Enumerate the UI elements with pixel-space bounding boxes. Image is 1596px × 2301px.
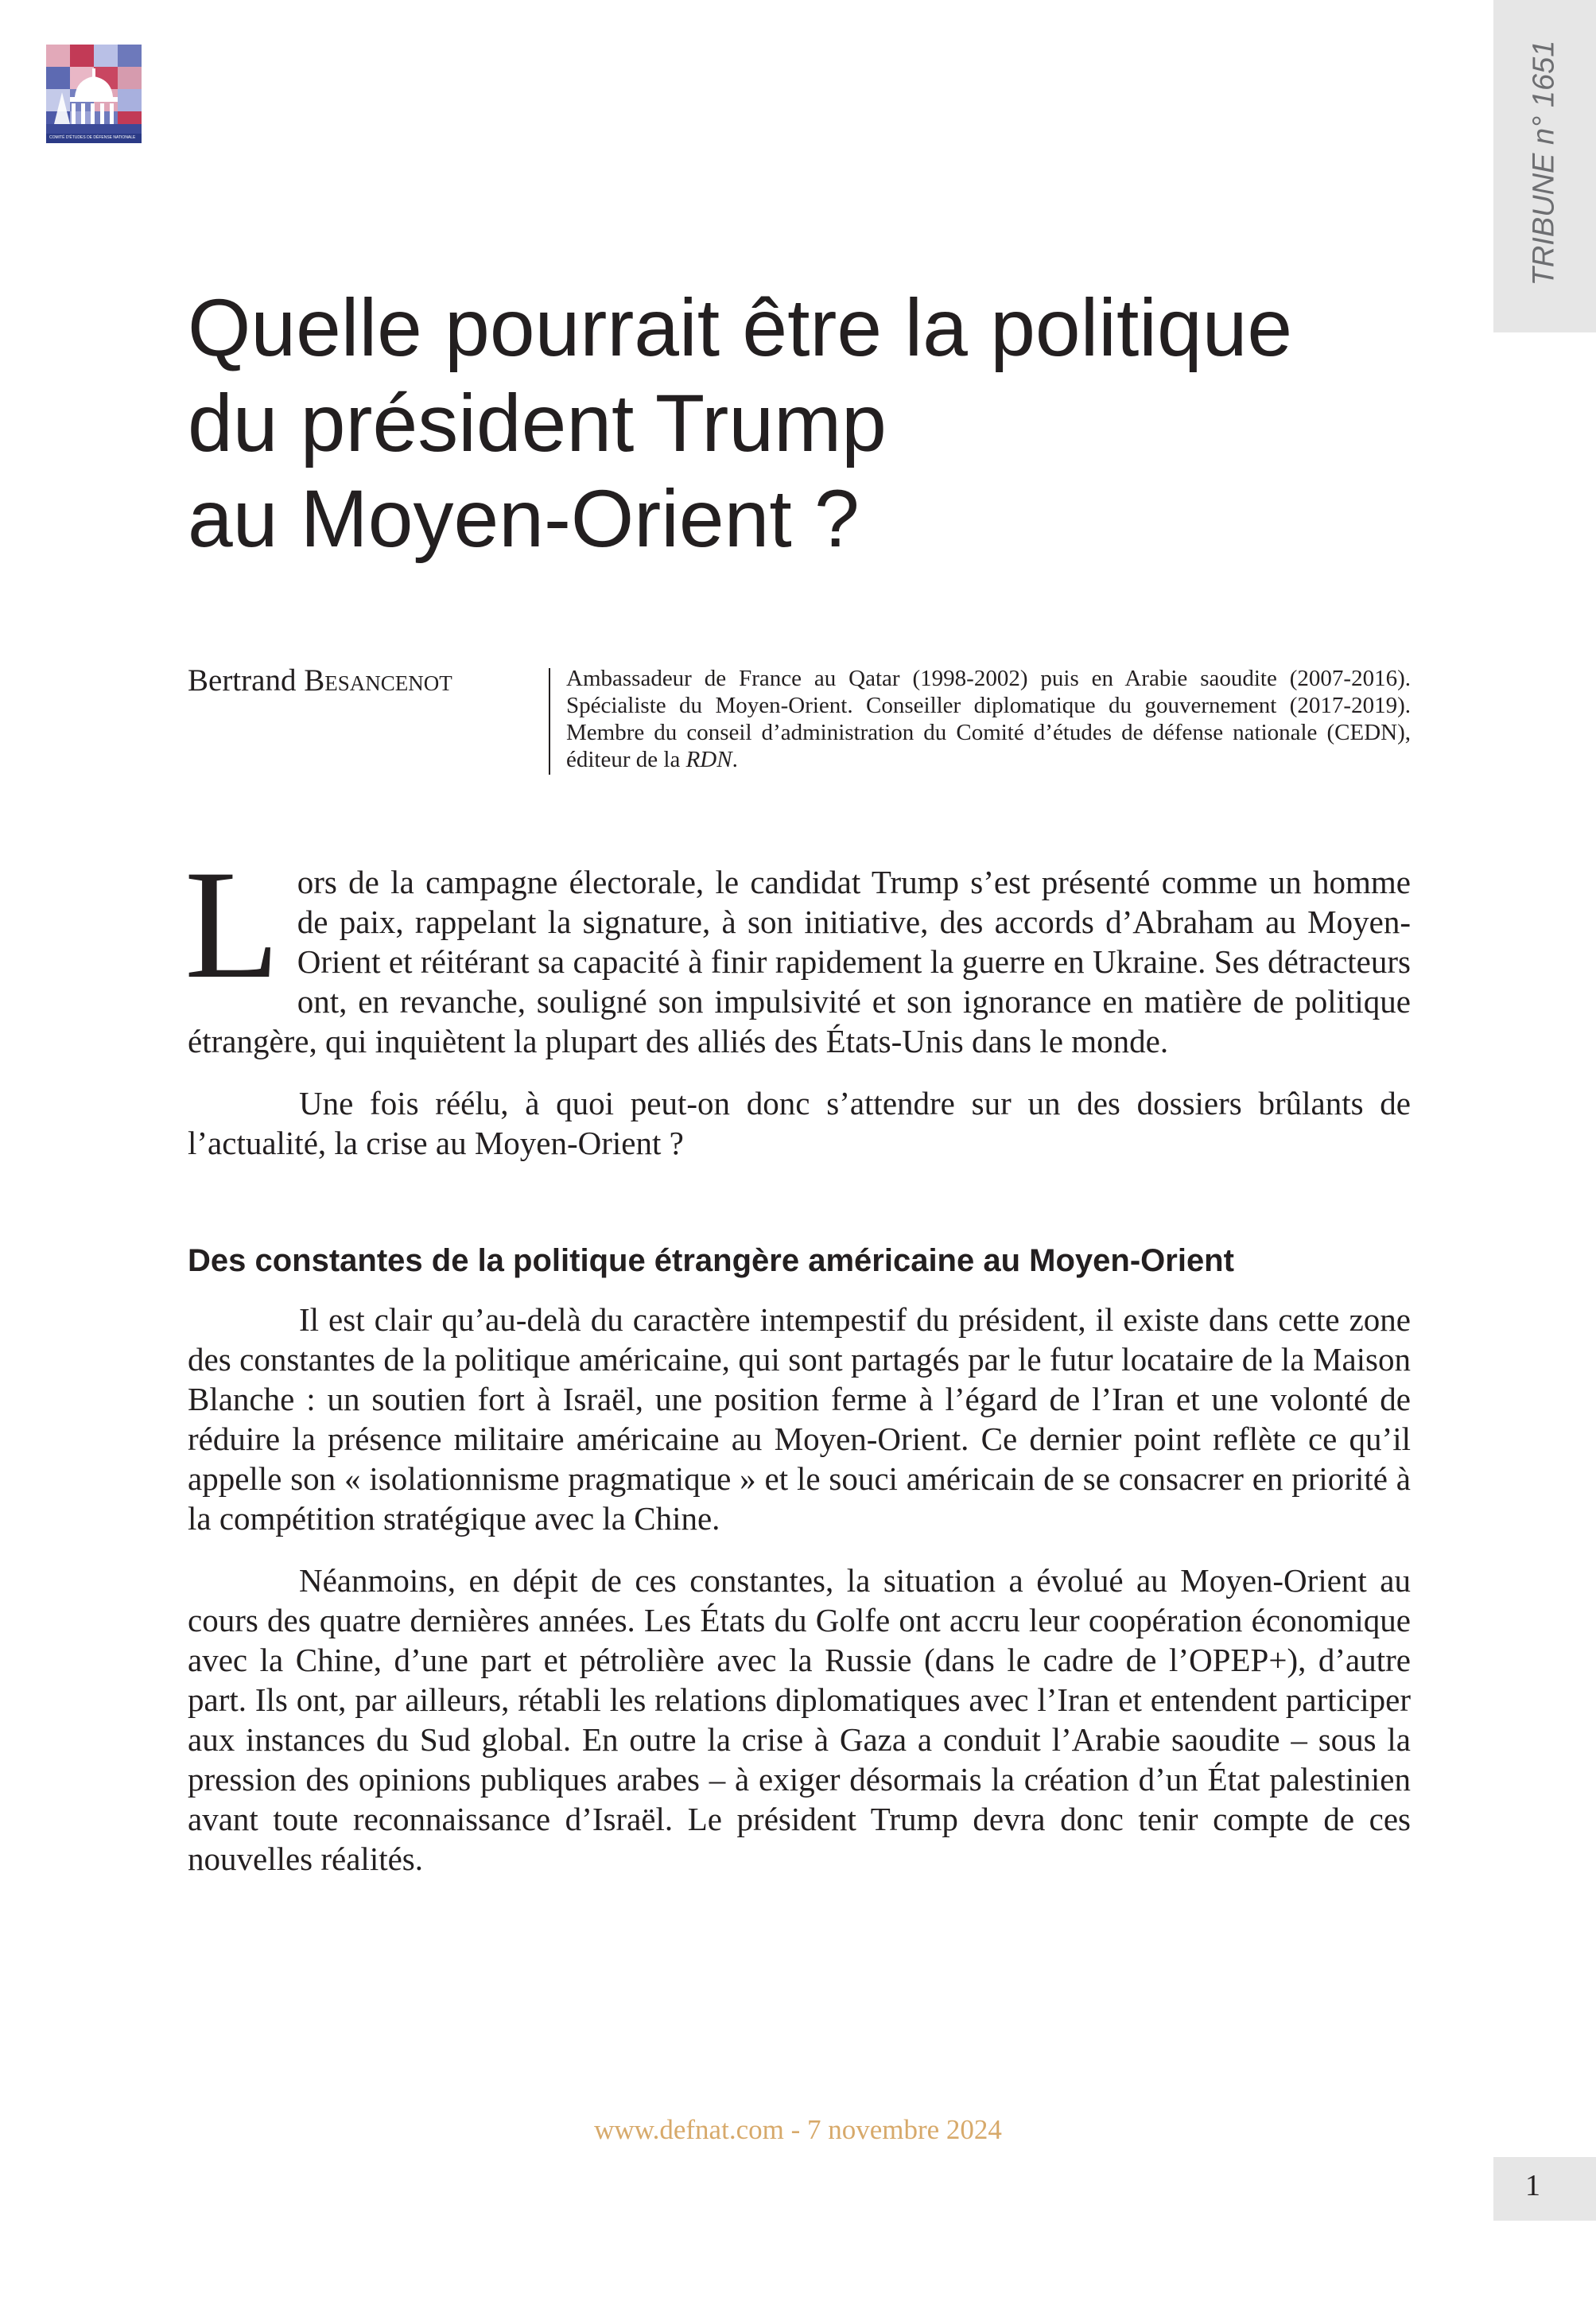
footer-link[interactable]: www.defnat.com - 7 novembre 2024 [594,2114,1002,2145]
paragraph-1 [184,838,1411,1061]
logo-caption: COMITÉ D'ÉTUDES DE DÉFENSE NATIONALE [49,135,136,140]
title-line-2: du président Trump [188,378,887,468]
author-name [188,662,530,700]
tribune-side-tab [1493,0,1596,332]
article-body [184,838,1411,1879]
author-last-name: Besancenot [304,663,452,698]
section-heading: Des constantes de la politique étrangère américaine au Moyen-Orient [188,1243,1234,1278]
paragraph-1-text: ors de la campagne électorale, le candidat Trump s’est présenté comme un homme de paix, rappelant la signature, à son initiative, des accords d’Abraham au Moyen-Orient et réitérant sa capacité à finir rapidement la guerre en Ukraine. Ses détracteurs ont, en revanche, souligné son impulsivité et son ignorance en matière de politique étrangère, qui inquiètent la plupart des alliés des États-Unis dans le monde. [188,864,1411,1059]
paragraph-2: Une fois réélu, à quoi peut-on donc s’attendre sur un des dossiers brûlants de l’actualité, la crise au Moyen-Orient ? [188,1085,1411,1161]
page-number: 1 [1525,2169,1540,2202]
page-number-box [1493,2157,1596,2221]
paragraph-4: Néanmoins, en dépit de ces constantes, la situation a évolué au Moyen-Orient au cours des quatre dernières années. Les États du Golfe ont accru leur coopération économique avec la Chine, d’une part et pétrolière avec la Russie (dans le cadre de l’OPEP+), d’autre part. Ils ont, par ailleurs, rétabli les relations diplomatiques avec l’Iran et entendent participer aux instances du Sud global. En outre la crise à Gaza a conduit l’Arabie saoudite – sous la pression des opinions publiques arabes – à exiger désormais la création d’un État palestinien avant toute reconnaissance d’Israël. Le président Trump devra donc tenir compte de ces nouvelles réalités. [188,1562,1411,1877]
tribune-number: TRIBUNE n° 1651 [1527,40,1561,286]
bio-end: . [732,747,738,772]
author-first-name: Bertrand [188,663,297,698]
drop-cap: L [184,838,280,1011]
article-title [188,280,1380,566]
bio-text: Ambassadeur de France au Qatar (1998-2002) puis en Arabie saoudite (2007-2016). Spécialiste du Moyen-Orient. Conseiller diplomatique du gouvernement (2017-2019). Membre du conseil d’administration du Comité d’études de défense nationale (CEDN), éditeur de la [566,666,1411,772]
title-line-1: Quelle pourrait être la politique [188,282,1293,373]
title-line-3: au Moyen-Orient ? [188,473,860,564]
cedn-logo [46,45,142,143]
bio-divider [549,668,550,775]
bio-rdn: RDN [685,747,732,772]
paragraph-3: Il est clair qu’au-delà du caractère intempestif du président, il existe dans cette zone des constantes de la politique américaine, qui sont partagés par le futur locataire de la Maison Blanche : un soutien fort à Israël, une position ferme à l’égard de l’Iran et une volonté de réduire la présence militaire américaine au Moyen-Orient. Ce dernier point reflète ce qu’il appelle son « isolationnisme pragmatique » et le souci américain de se consacrer en priorité à la compétition stratégique avec la Chine. [188,1301,1411,1537]
author-bio [566,665,1411,773]
